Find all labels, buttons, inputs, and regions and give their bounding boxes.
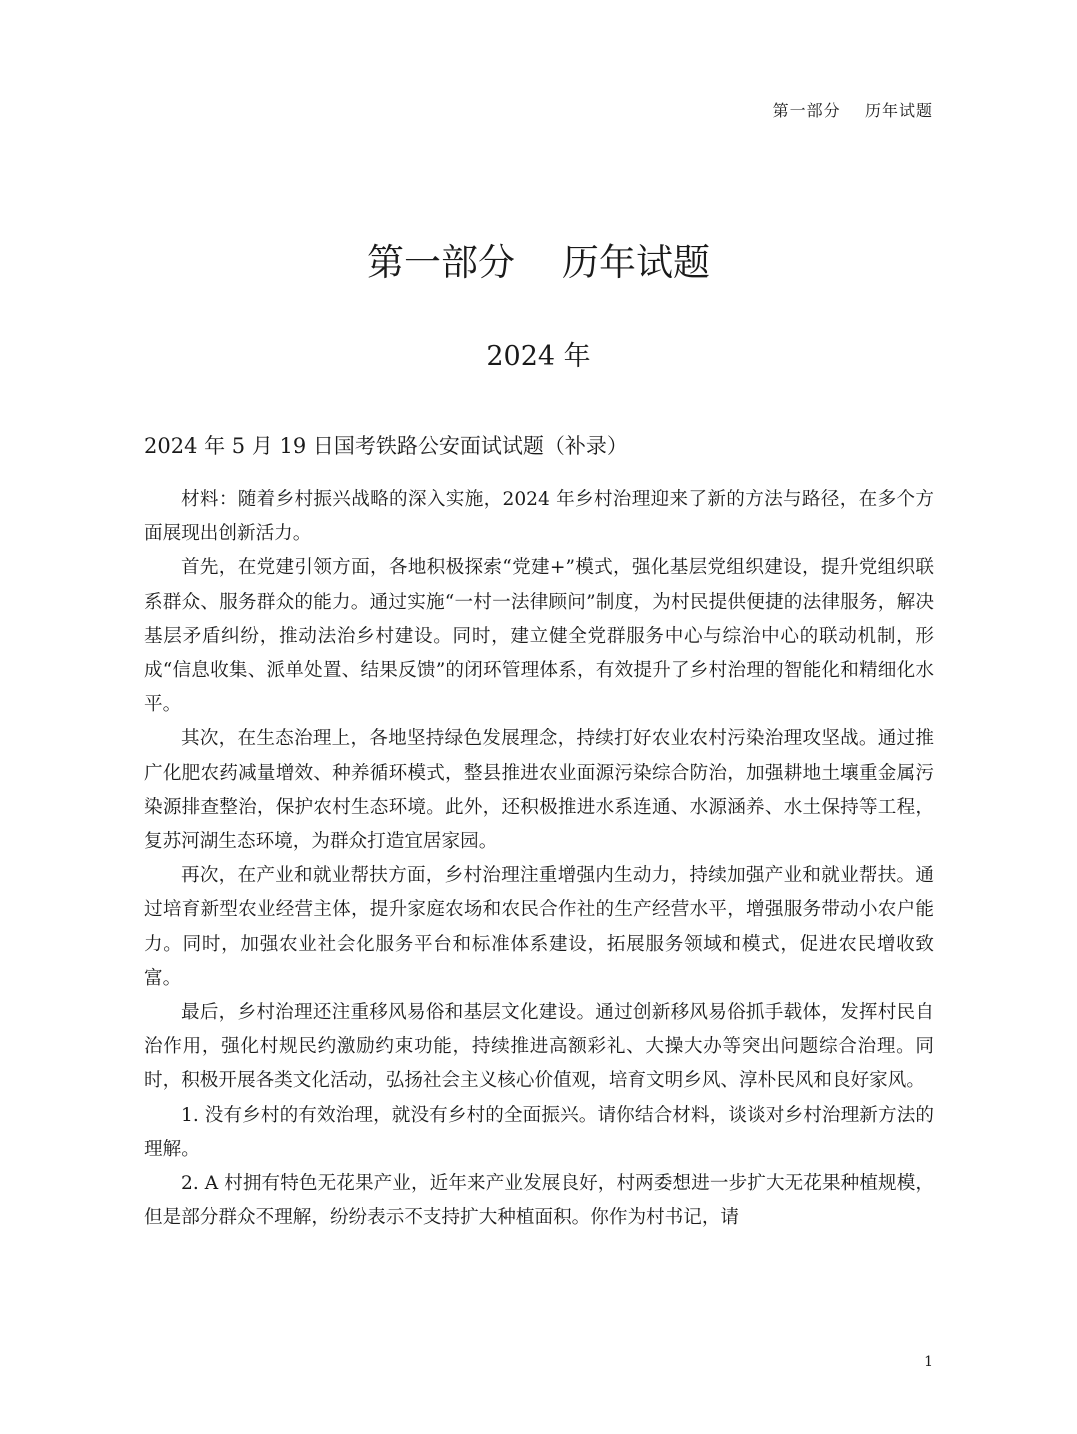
paragraph-material-intro: 材料：随着乡村振兴战略的深入实施，2024 年乡村治理迎来了新的方法与路径，在多个方面展现出创新活力。 — [144, 489, 934, 545]
part-title: 第一部分 历年试题 — [366, 241, 711, 284]
paragraph-customs-culture: 最后，乡村治理还注重移风易俗和基层文化建设。通过创新移风易俗抓手载体，发挥村民自治作用，强化村规民约激励约束功能，持续推进高额彩礼、大操大办等突出问题综合治理。同时，积极开展各类文化活动，弘扬社会主义核心价值观，培育文明乡风、淳朴民风和良好家风。 — [144, 1002, 934, 1092]
body-text — [144, 483, 934, 1235]
year-heading: 2024 年 — [486, 341, 591, 372]
paragraph-party-building: 首先，在党建引领方面，各地积极探索“党建+”模式，强化基层党组织建设，提升党组织联系群众、服务群众的能力。通过实施“一村一法律顾问”制度，为村民提供便捷的法律服务，解决基层矛盾纠纷，推动法治乡村建设。同时，建立健全党群服务中心与综治中心的联动机制，形成“信息收集、派单处置、结果反馈”的闭环管理体系，有效提升了乡村治理的智能化和精细化水平。 — [144, 557, 934, 716]
running-header: 第一部分 历年试题 — [772, 101, 933, 120]
section-heading: 2024 年 5 月 19 日国考铁路公安面试试题（补录） — [144, 434, 628, 458]
question-1: 1. 没有乡村的有效治理，就没有乡村的全面振兴。请你结合材料，谈谈对乡村治理新方法的理解。 — [144, 1104, 934, 1160]
paragraph-ecology: 其次，在生态治理上，各地坚持绿色发展理念，持续打好农业农村污染治理攻坚战。通过推广化肥农药减量增效、种养循环模式，整县推进农业面源污染综合防治，加强耕地土壤重金属污染源排查整治，保护农村生态环境。此外，还积极推进水系连通、水源涵养、水土保持等工程，复苏河湖生态环境，为群众打造宜居家园。 — [144, 728, 934, 853]
paragraph-industry-employment: 再次，在产业和就业帮扶方面，乡村治理注重增强内生动力，持续加强产业和就业帮扶。通过培育新型农业经营主体，提升家庭农场和农民合作社的生产经营水平，增强服务带动小农户能力。同时，加强农业社会化服务平台和标准体系建设，拓展服务领域和模式，促进农民增收致富。 — [144, 865, 934, 989]
page-number: 1 — [924, 1354, 933, 1370]
question-2: 2. A 村拥有特色无花果产业，近年来产业发展良好，村两委想进一步扩大无花果种植规模，但是部分群众不理解，纷纷表示不支持扩大种植面积。你作为村书记，请 — [144, 1173, 934, 1229]
